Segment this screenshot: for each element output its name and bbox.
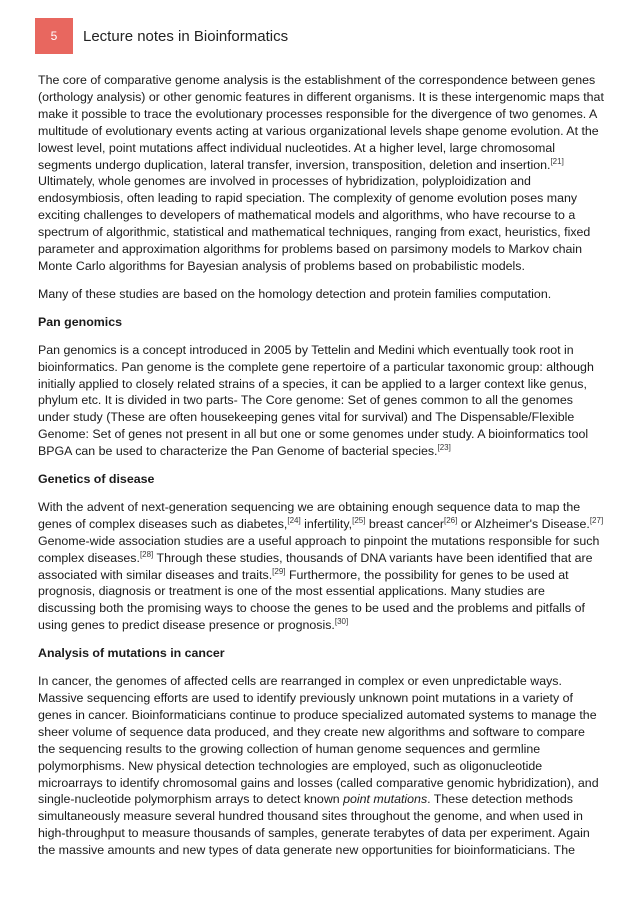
text-span: breast cancer	[365, 516, 444, 531]
text-span: With the advent of next-generation sequencing we are obtaining enough sequence data to map the genes of complex diseases such as diabetes,	[38, 499, 581, 531]
text-span: The core of comparative genome analysis is the establishment of the correspondence between genes (orthology analysis) or other genomic features in different organisms. It is these intergenomic maps that make it possible to trace the evolutionary processes responsible for the divergence of two genomes. A multitude of evolutionary events acting at various organizational levels shape genome evolution. At the lowest level, point mutations affect individual nucleotides. At a higher level, large chromosomal segments undergo duplication, lateral transfer, inversion, transposition, deletion and insertion.	[38, 73, 604, 172]
document-body	[38, 72, 604, 870]
paragraph-homology: Many of these studies are based on the homology detection and protein families computation.	[38, 286, 552, 301]
text-span: infertility,	[300, 516, 353, 531]
page-header	[35, 18, 288, 54]
text-span: or Alzheimer's Disease.	[457, 516, 590, 531]
paragraph-genetics-of-disease	[38, 499, 604, 634]
heading-mutations-in-cancer: Analysis of mutations in cancer	[38, 646, 225, 661]
citation-link[interactable]: [24]	[287, 515, 301, 525]
citation-link[interactable]: [25]	[352, 515, 366, 525]
page-number-badge: 5	[35, 18, 73, 54]
citation-link[interactable]: [30]	[334, 617, 349, 627]
text-span: . These detection methods simultaneously measure several hundred thousand sites throughout the genome, and when used in high-throughput to measure thousands of samples, generate terabytes of data per experiment. Again the massive amounts and new types of data generate new opportunities for bioinformaticians. The	[38, 792, 590, 858]
citation-link[interactable]: [28]	[139, 549, 154, 559]
paragraph-mutations-in-cancer	[38, 673, 604, 859]
paragraph-comparative-genomics	[38, 72, 604, 275]
citation-link[interactable]: [29]	[272, 566, 286, 576]
citation-link[interactable]: [23]	[437, 443, 451, 452]
italic-term: point mutations	[343, 792, 428, 807]
citation-link[interactable]: [21]	[550, 156, 564, 166]
text-span: Ultimately, whole genomes are involved in processes of hybridization, polyploidization and endosymbiosis, often leading to rapid speciation. The complexity of genome evolution poses many exciting challenges to developers of mathematical models and algorithms, who have recourse to a spectrum of algorithmic, statistical and mathematical techniques, ranging from exact, heuristics, fixed parameter and approximation algorithms for problems based on parsimony models to Markov chain Monte Carlo algorithms for Bayesian analysis of problems based on probabilistic models.	[38, 174, 591, 273]
text-span: Pan genomics is a concept introduced in 2005 by Tettelin and Medini which eventually took root in bioinformatics. Pan genome is the complete gene repertoire of a particular taxonomic group: although initially applied to closely related strains of a species, it can be applied to a larger context like genus, phylum etc. It is divided in two parts- The Core genome: Set of genes common to all the genomes under study (These are often housekeeping genes vital for survival) and The Dispensable/Flexible Genome: Set of genes not present in all but one or some genomes under study. A bioinformatics tool BPGA can be used to characterize the Pan Genome of bacterial species.	[38, 342, 594, 459]
heading-pan-genomics: Pan genomics	[38, 314, 123, 329]
paragraph-pan-genomics	[38, 342, 604, 460]
text-span: Through these studies, thousands of DNA variants have been identified that are associated with similar diseases and traits.	[38, 550, 593, 582]
running-title: Lecture notes in Bioinformatics	[83, 27, 289, 45]
text-span: Furthermore, the possibility for genes to be used at prognosis, diagnosis or treatment is one of the most essential applications. Many studies are discussing both the promising ways to choose the genes to be used and the problems and pitfalls of using genes to predict disease presence or prognosis.	[38, 567, 585, 633]
citation-link[interactable]: [26]	[443, 515, 458, 525]
citation-link[interactable]: [27]	[589, 515, 604, 525]
text-span: Genome-wide association studies are a useful approach to pinpoint the mutations responsible for such complex diseases.	[38, 533, 600, 565]
text-span: In cancer, the genomes of affected cells are rearranged in complex or even unpredictable ways. Massive sequencing efforts are used to identify previously unknown point mutations in a variety of genes in cancer. Bioinformaticians continue to produce specialized automated systems to manage the sheer volume of sequence data produced, and they create new algorithms and software to compare the sequencing results to the growing collection of human genome sequences and germline polymorphisms. New physical detection technologies are employed, such as oligonucleotide microarrays to identify chromosomal gains and losses (called comparative genomic hybridization), and single-nucleotide polymorphism arrays to detect known	[38, 674, 599, 807]
heading-genetics-of-disease: Genetics of disease	[38, 472, 155, 487]
